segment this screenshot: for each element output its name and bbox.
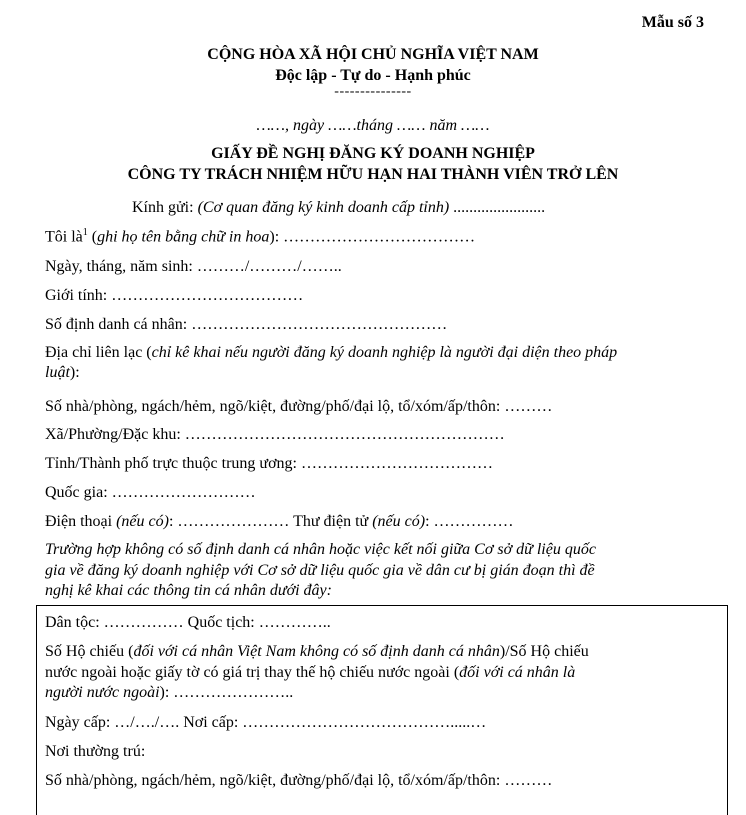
street-field[interactable]: Số nhà/phòng, ngách/hẻm, ngõ/kiệt, đường/phố/đại lộ, tổ/xóm/ấp/thôn: ………: [45, 398, 553, 415]
kinh-gui-field[interactable]: .......................: [449, 199, 546, 216]
residence-label: Nơi thường trú:: [45, 743, 146, 760]
issue-date-place-field[interactable]: Ngày cấp: …/…./…. Nơi cấp: ………………………………….....…: [45, 714, 487, 731]
ward-field[interactable]: Xã/Phường/Đặc khu: ……………………………………………………: [45, 426, 505, 443]
kinh-gui-line: [132, 199, 545, 217]
phone-field[interactable]: : …………………: [168, 513, 294, 530]
passport-line-1: Số Hộ chiếu (đối với cá nhân Việt Nam không có số định danh cá nhân)/Số Hộ chiếu: [45, 643, 589, 660]
note-line-2: gia về đăng ký doanh nghiệp với Cơ sở dữ liệu quốc gia về dân cư bị gián đoạn thì đề: [45, 562, 595, 579]
email-field[interactable]: : ……………: [425, 513, 514, 530]
contact-line: Điện thoại (nếu có): ………………… Thư điện tử (nếu có): ……………: [45, 513, 514, 530]
separator: ---------------: [334, 84, 412, 99]
kinh-gui-label: Kính gửi:: [132, 199, 198, 216]
form-number: Mẫu số 3: [641, 14, 704, 31]
full-name-field[interactable]: ): ………………………………: [269, 228, 476, 246]
passport-line-3: người nước ngoài): …………………..: [45, 684, 294, 701]
note-line-3: nghị kê khai các thông tin cá nhân dưới đây:: [45, 582, 332, 599]
province-field[interactable]: Tỉnh/Thành phố trực thuộc trung ương: ………………………………: [45, 455, 493, 472]
dob-field[interactable]: Ngày, tháng, năm sinh: ………/………/……..: [45, 258, 342, 275]
kinh-gui-hint: (Cơ quan đăng ký kinh doanh cấp tỉnh): [197, 199, 450, 216]
id-number-field[interactable]: Số định danh cá nhân: …………………………………………: [45, 316, 448, 333]
residence-street-field[interactable]: Số nhà/phòng, ngách/hẻm, ngõ/kiệt, đường/phố/đại lộ, tổ/xóm/ấp/thôn: ………: [45, 772, 553, 789]
document-subtitle: CÔNG TY TRÁCH NHIỆM HỮU HẠN HAI THÀNH VIÊN TRỞ LÊN: [127, 166, 619, 183]
note-line-1: Trường hợp không có số định danh cá nhân hoặc việc kết nối giữa Cơ sở dữ liệu quốc: [45, 541, 596, 558]
national-title: CỘNG HÒA XÃ HỘI CHỦ NGHĨA VIỆT NAM: [207, 46, 539, 63]
passport-line-2: nước ngoài hoặc giấy tờ có giá trị thay thế hộ chiếu nước ngoài (đối với cá nhân là: [45, 664, 576, 681]
passport-field[interactable]: ): …………………..: [159, 684, 294, 701]
date-line: ……, ngày ……tháng …… năm ……: [256, 117, 490, 134]
national-motto: Độc lập - Tự do - Hạnh phúc: [275, 67, 471, 84]
ethnicity-nationality-field[interactable]: Dân tộc: …………… Quốc tịch: …………..: [45, 614, 331, 631]
address-label-cont: luật):: [45, 364, 80, 381]
country-field[interactable]: Quốc gia: ………………………: [45, 484, 256, 501]
gender-field[interactable]: Giới tính: ………………………………: [45, 287, 304, 304]
full-name-line: Tôi $là^1$ (ghi họ tên bằng chữ in hoa): ………………………………: [45, 227, 476, 246]
address-label: Địa chỉ liên lạc (chỉ kê khai nếu người đăng ký doanh nghiệp là người đại diện theo pháp: [45, 344, 618, 361]
footnote-marker: 1: [82, 227, 88, 238]
document-title: GIẤY ĐỀ NGHỊ ĐĂNG KÝ DOANH NGHIỆP: [211, 145, 535, 162]
